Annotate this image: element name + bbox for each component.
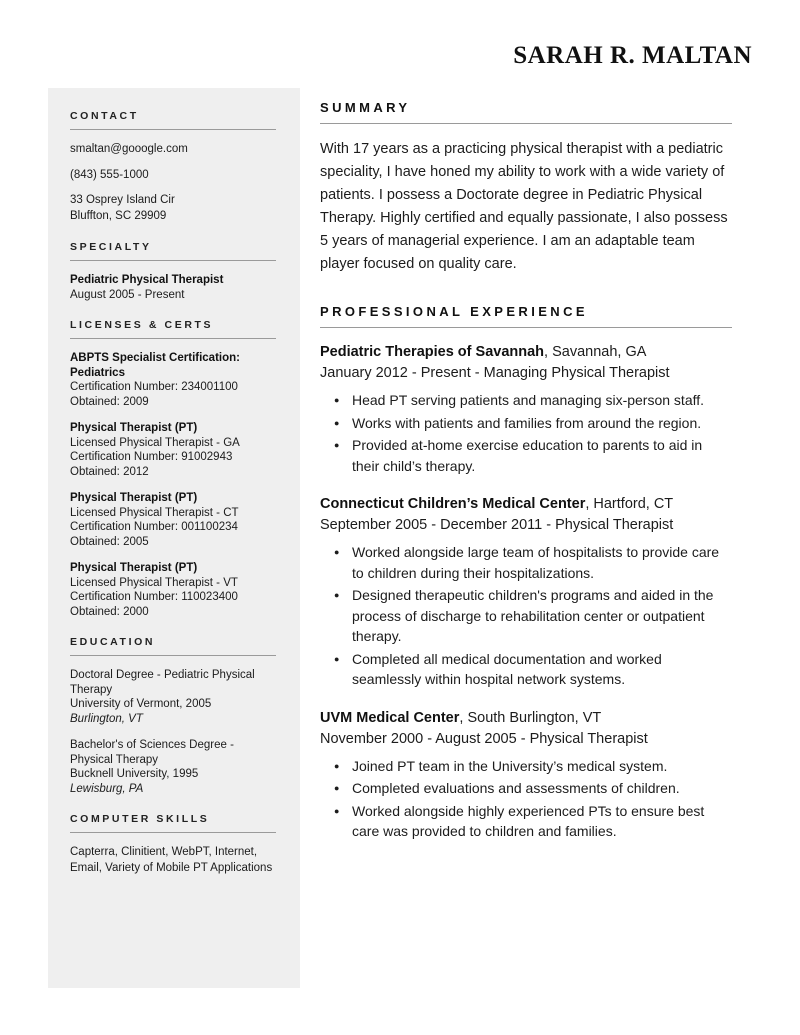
license-state: Licensed Physical Therapist - VT xyxy=(70,576,238,589)
education-divider xyxy=(70,655,276,656)
computer-skills-divider xyxy=(70,832,276,833)
experience-org: Pediatric Therapies of Savannah xyxy=(320,344,545,360)
license-state: Licensed Physical Therapist - CT xyxy=(70,506,239,519)
list-item: ● Worked alongside highly experienced PTs to ensure best care was provided to children and families. xyxy=(350,801,732,842)
education-location: Burlington, VT xyxy=(70,712,143,725)
summary-divider xyxy=(320,123,732,124)
page-title: SARAH R. MALTAN xyxy=(513,42,752,69)
specialty-divider xyxy=(70,260,276,261)
education-item xyxy=(70,668,276,726)
experience-bullets xyxy=(320,390,732,476)
contact-divider xyxy=(70,129,276,130)
education-school: Bucknell University, 1995 xyxy=(70,768,199,780)
experience-dates-role: September 2005 - December 2011 - Physical Therapist xyxy=(320,517,674,533)
license-obtained: Obtained: 2012 xyxy=(70,465,149,478)
sidebar xyxy=(48,88,300,988)
main-content xyxy=(320,100,732,860)
contact-address xyxy=(70,193,276,224)
specialty-role: Pediatric Physical Therapist xyxy=(70,274,224,286)
education-school: University of Vermont, 2005 xyxy=(70,698,212,710)
education-degree: Doctoral Degree - Pediatric Physical Therapy xyxy=(70,669,255,696)
experience-dates-role: November 2000 - August 2005 - Physical Therapist xyxy=(320,730,648,747)
contact-email: smaltan@gooogle.com xyxy=(70,143,188,155)
experience-item xyxy=(320,494,732,536)
license-title: Physical Therapist (PT) xyxy=(70,492,198,504)
license-obtained: Obtained: 2000 xyxy=(70,605,149,618)
experience-divider xyxy=(320,327,732,328)
licenses-section-title: LICENSES & CERTS xyxy=(70,319,214,331)
contact-address-line1: 33 Osprey Island Cir xyxy=(70,194,175,206)
education-degree: Bachelor's of Sciences Degree - Physical Therapy xyxy=(70,739,234,766)
list-item: ● Provided at-home exercise education to parents to aid in their child’s therapy. xyxy=(350,435,732,476)
experience-section-title: PROFESSIONAL EXPERIENCE xyxy=(320,304,588,319)
education-location: Lewisburg, PA xyxy=(70,782,144,795)
experience-location: , Hartford, CT xyxy=(585,496,674,512)
license-obtained: Obtained: 2009 xyxy=(70,395,149,408)
experience-location: , Savannah, GA xyxy=(544,344,647,360)
license-item xyxy=(70,351,276,409)
specialty-section-title: SPECIALTY xyxy=(70,241,152,253)
experience-dates-role: January 2012 - Present - Managing Physical Therapist xyxy=(320,365,670,381)
license-state: Licensed Physical Therapist - GA xyxy=(70,436,240,449)
license-title: Physical Therapist (PT) xyxy=(70,562,198,574)
list-item: ● Worked alongside large team of hospitalists to provide care to children during their hospitalizations. xyxy=(350,542,732,583)
summary-section-title: SUMMARY xyxy=(320,100,411,115)
education-item xyxy=(70,738,276,796)
license-number: Certification Number: 001100234 xyxy=(70,521,238,533)
experience-item xyxy=(320,342,732,384)
experience-bullets xyxy=(320,542,732,690)
specialty-dates: August 2005 - Present xyxy=(70,288,185,301)
summary-section xyxy=(320,100,732,276)
computer-skills-text: Capterra, Clinitient, WebPT, Internet, Email, Variety of Mobile PT Applications xyxy=(70,846,273,874)
license-item xyxy=(70,561,276,619)
experience-header xyxy=(320,342,732,363)
license-number: Certification Number: 110023400 xyxy=(70,591,238,603)
contact-section-title: CONTACT xyxy=(70,110,139,122)
license-item xyxy=(70,491,276,549)
specialty-entry xyxy=(70,273,276,302)
specialty-section xyxy=(70,241,276,302)
license-item xyxy=(70,421,276,479)
experience-location: , South Burlington, VT xyxy=(459,709,602,726)
license-title: ABPTS Specialist Certification: Pediatrics xyxy=(70,352,240,379)
list-item: ● Works with patients and families from around the region. xyxy=(350,413,732,434)
computer-skills-section-title: COMPUTER SKILLS xyxy=(70,813,210,825)
computer-skills-section xyxy=(70,813,276,876)
contact-section xyxy=(70,110,276,224)
experience-section xyxy=(320,304,732,842)
licenses-divider xyxy=(70,338,276,339)
experience-item xyxy=(320,708,732,750)
list-item: ● Joined PT team in the University’s medical system. xyxy=(350,756,732,777)
license-title: Physical Therapist (PT) xyxy=(70,422,198,434)
list-item: ● Completed evaluations and assessments of children. xyxy=(350,778,732,799)
license-number: Certification Number: 234001100 xyxy=(70,381,238,393)
experience-bullets xyxy=(320,756,732,842)
experience-org: UVM Medical Center xyxy=(320,709,460,726)
contact-address-line2: Bluffton, SC 29909 xyxy=(70,209,167,222)
license-number: Certification Number: 91002943 xyxy=(70,451,233,463)
license-obtained: Obtained: 2005 xyxy=(70,535,149,548)
education-section-title: EDUCATION xyxy=(70,636,156,648)
experience-header xyxy=(320,494,732,515)
list-item: ● Head PT serving patients and managing six-person staff. xyxy=(350,390,732,411)
summary-text: With 17 years as a practicing physical therapist with a pediatric speciality, I have honed my ability to work with a wide variety of patients. I possess a Doctorate degree in Pediatric Physical Therapy. Highly certified and equally passionate, I also possess 5 years of managerial experience. I am an adaptable team player focused on quality care. xyxy=(320,141,728,272)
experience-org: Connecticut Children’s Medical Center xyxy=(320,496,586,512)
list-item: ● Designed therapeutic children's programs and aided in the process of discharge to rehabilitation center or outpatient therapy. xyxy=(350,585,732,647)
education-section xyxy=(70,636,276,796)
experience-header xyxy=(320,708,732,729)
list-item: ● Completed all medical documentation and worked seamlessly within hospital network systems. xyxy=(350,649,732,690)
licenses-section xyxy=(70,319,276,619)
contact-phone: (843) 555-1000 xyxy=(70,168,149,181)
